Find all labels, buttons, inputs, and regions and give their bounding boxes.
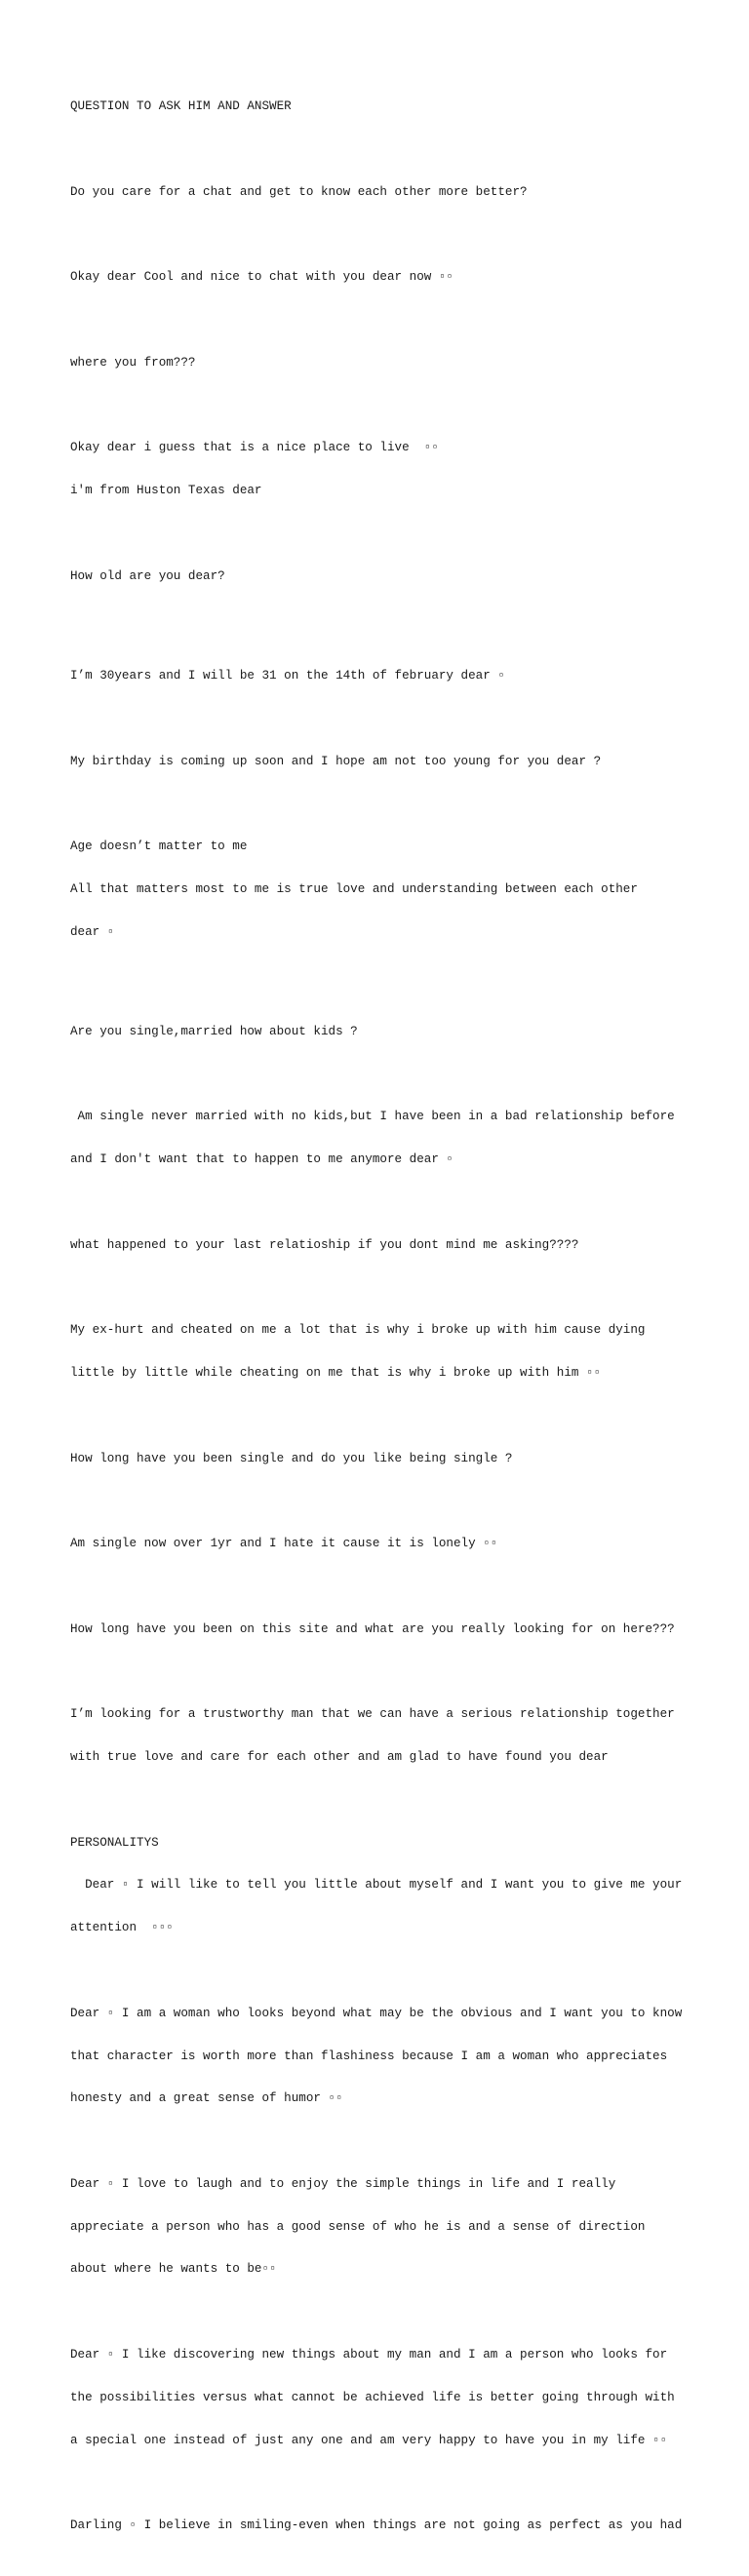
text-line: where you from??? xyxy=(70,355,196,370)
text-line: that character is worth more than flashiness because I am a woman who appreciates xyxy=(70,2049,668,2063)
text-line: about where he wants to be▫▫ xyxy=(70,2262,277,2277)
paragraph-age-question xyxy=(70,541,694,612)
document-title xyxy=(70,71,694,142)
text-line: Dear ▫ I love to laugh and to enjoy the simple things in life and I really xyxy=(70,2176,616,2191)
text-line: a special one instead of just any one and am very happy to have you in my life ▫▫ xyxy=(70,2433,668,2447)
text-line: Okay dear i guess that is a nice place to live ▫▫ xyxy=(70,441,439,455)
paragraph-woman-beyond xyxy=(70,1978,694,2135)
paragraph-love-to-laugh xyxy=(70,2149,694,2306)
text-line: Dear ▫ I will like to tell you little about myself and I want you to give me your xyxy=(70,1878,683,1893)
paragraph-last-relationship-answer xyxy=(70,1295,694,1409)
paragraph-where-answer xyxy=(70,412,694,527)
paragraph-how-long-single-question xyxy=(70,1423,694,1494)
text-line: My ex-hurt and cheated on me a lot that is why i broke up with him cause dying xyxy=(70,1323,646,1338)
paragraph-age-answer xyxy=(70,641,694,712)
paragraph-discovering xyxy=(70,2320,694,2477)
paragraph-single-question xyxy=(70,996,694,1068)
paragraph-smiling xyxy=(70,2490,694,2561)
paragraph-last-relationship-question xyxy=(70,1210,694,1281)
text-line: Are you single,married how about kids ? xyxy=(70,1024,358,1038)
paragraph-age-matter xyxy=(70,811,694,968)
text-line: Am single never married with no kids,but I have been in a bad relationship before xyxy=(70,1110,675,1124)
section-heading: PERSONALITYS xyxy=(70,1835,159,1850)
text-line: Dear ▫ I like discovering new things about my man and I am a person who looks for xyxy=(70,2348,668,2361)
text-line: I’m looking for a trustworthy man that we can have a serious relationship together xyxy=(70,1707,675,1722)
text-line: attention ▫▫▫ xyxy=(70,1921,174,1935)
document-page xyxy=(70,71,694,2576)
paragraph-how-long-single-answer xyxy=(70,1508,694,1580)
text-line: honesty and a great sense of humor ▫▫ xyxy=(70,2091,343,2106)
text-line: How long have you been single and do you like being single ? xyxy=(70,1451,513,1465)
text-line: with true love and care for each other and am glad to have found you dear xyxy=(70,1750,609,1765)
text-line: dear ▫ xyxy=(70,924,115,939)
paragraph-single-answer xyxy=(70,1081,694,1195)
text-line: Okay dear Cool and nice to chat with you dear now ▫▫ xyxy=(70,270,453,285)
paragraph-chat-answer xyxy=(70,242,694,313)
text-line: My birthday is coming up soon and I hope am not too young for you dear ? xyxy=(70,754,602,768)
text-line: little by little while cheating on me that is why i broke up with him ▫▫ xyxy=(70,1366,602,1381)
text-line: Dear ▫ I am a woman who looks beyond what may be the obvious and I want you to know xyxy=(70,2006,683,2020)
text-line: Darling ▫ I believe in smiling-even when things are not going as perfect as you had xyxy=(70,2518,683,2533)
text-line: i'm from Huston Texas dear xyxy=(70,484,262,498)
paragraph-site-answer xyxy=(70,1679,694,1793)
text-line: Am single now over 1yr and I hate it cause it is lonely ▫▫ xyxy=(70,1537,498,1551)
text-line: How old are you dear? xyxy=(70,568,225,583)
paragraph-where-question xyxy=(70,328,694,399)
title-line: QUESTION TO ASK HIM AND ANSWER xyxy=(70,99,292,114)
text-line: All that matters most to me is true love and understanding between each other xyxy=(70,881,638,896)
paragraph-site-question xyxy=(70,1594,694,1665)
text-line: the possibilities versus what cannot be achieved life is better going through with xyxy=(70,2390,675,2404)
paragraph-birthday xyxy=(70,725,694,797)
text-line: and I don't want that to happen to me anymore dear ▫ xyxy=(70,1152,453,1167)
text-line: appreciate a person who has a good sense of who he is and a sense of direction xyxy=(70,2219,646,2234)
paragraph-personalitys xyxy=(70,1807,694,1964)
text-line: How long have you been on this site and what are you really looking for on here??? xyxy=(70,1621,675,1636)
text-line: I’m 30years and I will be 31 on the 14th of february dear ▫ xyxy=(70,668,505,683)
text-line: what happened to your last relatioship if you dont mind me asking???? xyxy=(70,1237,579,1252)
paragraph-chat-question xyxy=(70,157,694,228)
text-line: Do you care for a chat and get to know each other more better? xyxy=(70,184,528,199)
text-line: Age doesn’t matter to me xyxy=(70,839,248,854)
